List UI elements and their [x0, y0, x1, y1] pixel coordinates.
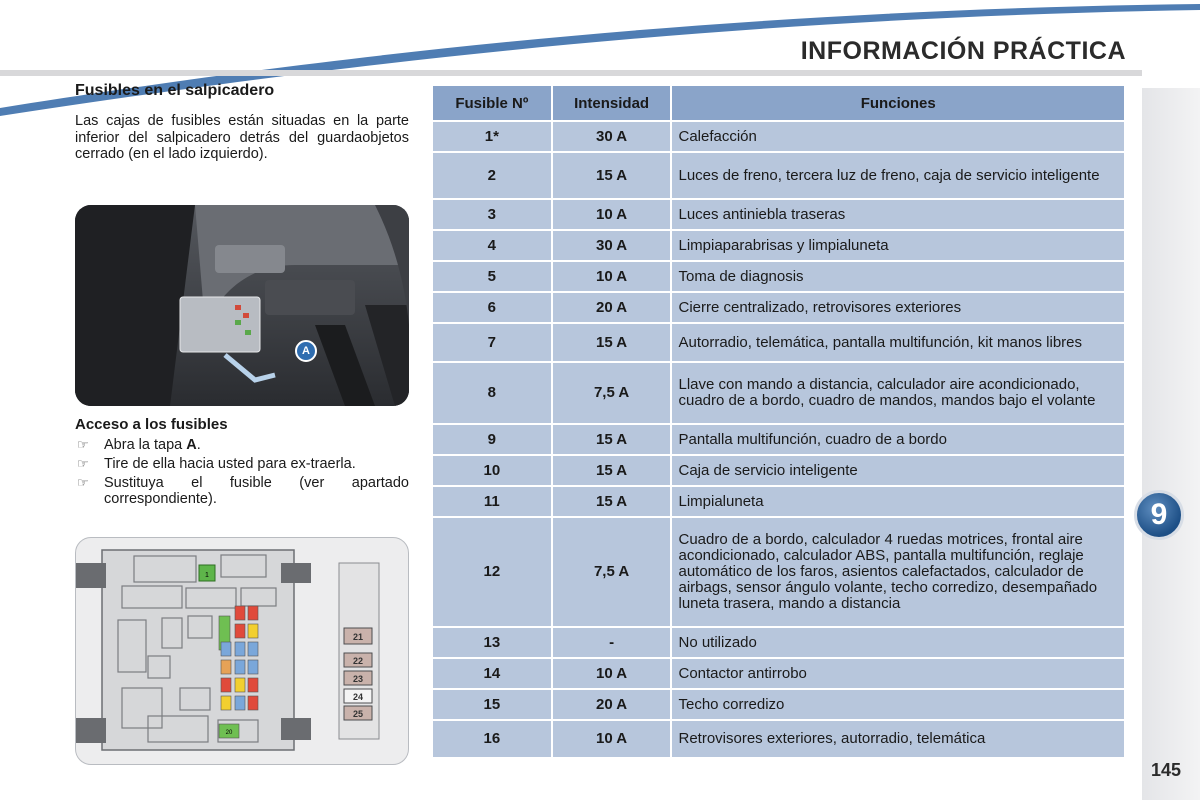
fuse-function: Llave con mando a distancia, calculador aire acondicionado, cuadro de a bordo, cuadro de mandos, mandos bajo el volante [672, 363, 1124, 423]
fuse-number: 9 [433, 425, 551, 454]
fuse-amperage: - [553, 628, 671, 657]
table-row [433, 293, 1124, 322]
step-text: Abra la tapa [104, 437, 187, 453]
fuse-amperage: 7,5 A [553, 363, 671, 423]
table-row [433, 262, 1124, 291]
fuse-function: Autorradio, telemática, pantalla multifunción, kit manos libres [672, 324, 1124, 361]
fuse-number: 2 [433, 153, 551, 198]
fuse-amperage: 15 A [553, 487, 671, 516]
chapter-side-tab [1142, 88, 1200, 800]
fuse-amperage: 20 A [553, 690, 671, 719]
fuse-function: Cierre centralizado, retrovisores exteriores [672, 293, 1124, 322]
table-row [433, 200, 1124, 229]
fuse-amperage: 7,5 A [553, 518, 671, 626]
fuse-amperage: 15 A [553, 425, 671, 454]
fuse-22-label: 22 [352, 656, 364, 666]
intro-paragraph: Las cajas de fusibles están situadas en la parte inferior del salpicadero detrás del guardaobjetos cerrado (en el lado izquierdo). [75, 113, 409, 162]
fuse-number: 14 [433, 659, 551, 688]
fuse-function: Calefacción [672, 122, 1124, 151]
pointing-hand-icon: ☞ [77, 437, 89, 452]
table-row [433, 324, 1124, 361]
header-intensity: Intensidad [553, 86, 671, 120]
fuse-function: No utilizado [672, 628, 1124, 657]
fuse-21-label: 21 [352, 632, 364, 642]
fuse-number: 8 [433, 363, 551, 423]
step-text: Tire de ella hacia usted para ex-traerla. [104, 456, 356, 472]
fuse-amperage: 15 A [553, 324, 671, 361]
table-row [433, 690, 1124, 719]
fuse-20-label: 20 [225, 730, 233, 736]
pointing-hand-icon: ☞ [77, 456, 89, 471]
dashboard-photo [75, 205, 409, 406]
fuse-function: Caja de servicio inteligente [672, 456, 1124, 485]
fuse-1-label: 1 [205, 572, 209, 579]
callout-a-badge [295, 340, 317, 362]
fuse-amperage: 10 A [553, 659, 671, 688]
fuse-number: 11 [433, 487, 551, 516]
access-steps-list [75, 437, 409, 510]
page-title: INFORMACIÓN PRÁCTICA [800, 37, 1126, 65]
fuse-amperage: 10 A [553, 262, 671, 291]
table-row [433, 363, 1124, 423]
chapter-badge[interactable]: 9 [1134, 490, 1184, 540]
table-row [433, 153, 1124, 198]
table-row [433, 456, 1124, 485]
fuse-function: Contactor antirrobo [672, 659, 1124, 688]
table-row [433, 659, 1124, 688]
fuse-amperage: 10 A [553, 200, 671, 229]
fuse-number: 6 [433, 293, 551, 322]
fuse-24-label: 24 [352, 692, 364, 702]
fuse-number: 5 [433, 262, 551, 291]
fuse-function: Limpiaparabrisas y limpialuneta [672, 231, 1124, 260]
fuse-function: Luces antiniebla traseras [672, 200, 1124, 229]
fuse-number: 15 [433, 690, 551, 719]
fuse-number: 10 [433, 456, 551, 485]
step-text: Sustituya el fusible (ver apartado correspondiente). [104, 475, 409, 507]
fuse-number: 12 [433, 518, 551, 626]
page-number: 145 [1151, 760, 1182, 780]
fuse-amperage: 30 A [553, 122, 671, 151]
fuse-table [431, 84, 1126, 759]
header-fuse-number: Fusible Nº [433, 86, 551, 120]
fuse-number: 7 [433, 324, 551, 361]
fuse-amperage: 15 A [553, 456, 671, 485]
fuse-number: 13 [433, 628, 551, 657]
table-body [433, 122, 1124, 757]
access-step [75, 475, 409, 507]
fuse-amperage: 15 A [553, 153, 671, 198]
fuse-number: 4 [433, 231, 551, 260]
table-row [433, 518, 1124, 626]
header-functions: Funciones [672, 86, 1124, 120]
fuse-number: 16 [433, 721, 551, 757]
intro-block [75, 82, 409, 163]
access-step [75, 437, 409, 453]
table-row [433, 231, 1124, 260]
fuse-function: Toma de diagnosis [672, 262, 1124, 291]
table-row [433, 628, 1124, 657]
fusebox-diagram [75, 537, 409, 765]
pointing-hand-icon: ☞ [77, 475, 89, 490]
section-title: Fusibles en el salpicadero [75, 82, 275, 99]
callout-a-label: A [302, 345, 310, 357]
fuse-function: Retrovisores exteriores, autorradio, telemática [672, 721, 1124, 757]
fuse-number: 3 [433, 200, 551, 229]
fuse-amperage: 10 A [553, 721, 671, 757]
table-row [433, 487, 1124, 516]
fuse-function: Pantalla multifunción, cuadro de a bordo [672, 425, 1124, 454]
step-suffix: . [196, 437, 201, 453]
fuse-function: Techo corredizo [672, 690, 1124, 719]
access-step [75, 456, 409, 472]
table-row [433, 425, 1124, 454]
step-bold: A [186, 437, 197, 453]
fuse-amperage: 30 A [553, 231, 671, 260]
fuse-function: Luces de freno, tercera luz de freno, caja de servicio inteligente [672, 153, 1124, 198]
fuse-number: 1* [433, 122, 551, 151]
fuse-function: Limpialuneta [672, 487, 1124, 516]
table-row [433, 721, 1124, 757]
fuse-amperage: 20 A [553, 293, 671, 322]
table-header-row [433, 86, 1124, 120]
table-row [433, 122, 1124, 151]
fuse-function: Cuadro de a bordo, calculador 4 ruedas motrices, frontal aire acondicionado, calculador ABS, pantalla multifunción, reglaje automático de los faros, asientos calefactados, calculador de airbags, sensor ángulo volante, techo corredizo, desempañado luneta trasera, mando a distancia [672, 518, 1124, 626]
access-title: Acceso a los fusibles [75, 416, 228, 433]
fuse-23-label: 23 [352, 674, 364, 684]
fuse-25-label: 25 [352, 709, 364, 719]
